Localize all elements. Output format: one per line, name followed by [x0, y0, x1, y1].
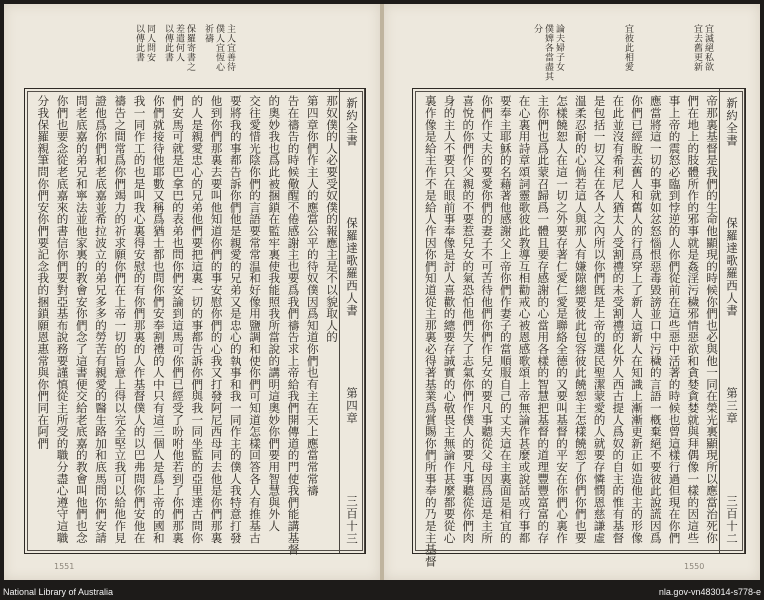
text-column: 告在禱告的時候儆醒不倦感謝主也要爲我們禱告求上帝給我們開傳道的門使我們能講基督	[286, 95, 301, 556]
text-column: 在此並沒有希利尼人猶太人受割禮的未受割禮的化外人西古提人爲奴的自主的惟有基督	[611, 95, 626, 544]
text-column: 你們作丈夫的要愛你們的妻子不可苦待他們你們作兒女的要凡事聽從父母因爲這是主所	[480, 95, 494, 544]
text-column: 那奴僕的人必要受奴僕的報應主是不以貌取人的	[325, 95, 339, 343]
footer-library-name: National Library of Australia	[3, 587, 114, 597]
footer-bar	[0, 584, 764, 600]
text-column: 你們就接待他耶數又稱爲猶士都也問你們安奉割禮的人中只有這三個人是爲上帝的國和	[151, 95, 166, 544]
left-running-header	[339, 89, 365, 553]
left-folio-mark: 1551	[54, 562, 75, 571]
text-column: 你們也要念從老底嘉來的書信你們要對亞基布說務要謹慎從主所受的職分盡心遵守這職	[55, 95, 70, 544]
text-column: 的奧妙我也爲此被捆鎖在監牢裏使我能照我所當說的講明這奧妙你們要用智慧與外人	[267, 95, 282, 532]
headnote-line: 同人問安	[145, 24, 155, 62]
text-column: 要奉主耶穌的名藉著他感謝父上帝你們作妻子的當順服自己的丈夫這在主裏面是相宜的	[498, 95, 513, 544]
text-column: 事上帝的震怒必臨到悖逆的人你們從前在這些惡中活著的時候也曾這樣行過但現在你們	[667, 95, 682, 544]
text-column: 怎樣饒恕人在這一切之外要存著仁愛仁愛是聯絡全德的又要叫基督的平安在你們心裏作	[555, 95, 569, 544]
headnote-line: 以傳此書	[134, 24, 144, 62]
right-header-book: 保羅達歌羅西人書	[725, 217, 739, 318]
left-page	[4, 4, 380, 580]
text-column: 問老底嘉的弟兄和寧法並他家裏的教會安你們念了這書便交給老底嘉的教會叫他們也念	[74, 95, 89, 544]
headnote	[203, 24, 234, 86]
text-column: 應當將這一切的事就如忿怒惱恨惡毒毀謗並口中污穢的言語一槪棄絕不要彼此說謊因爲	[648, 95, 663, 544]
text-column: 主你們也爲此蒙召歸爲一體且要存感謝的心當用各樣的智慧把基督的道理豐豐富富的存	[536, 95, 551, 544]
text-column: 的人是親愛忠心的兄弟他們要把這裏一切的事都告訴你們與我一同坐監的亞里達古問你	[190, 95, 205, 544]
right-folio-mark: 1550	[684, 562, 705, 571]
book-spread	[4, 4, 760, 580]
footer-item-id: nla.gov-vn483014-s778-e	[658, 587, 761, 597]
text-column: 帝那裏基督是我們的生命他顯現的時候你們也必與他一同在榮光裏顯現所以應當治死你	[705, 95, 719, 544]
right-headnotes	[482, 24, 712, 86]
left-text-frame	[24, 88, 366, 554]
right-page	[384, 4, 760, 580]
headnote-line: 宜滅絕私欲	[703, 24, 713, 72]
headnote-line: 差遣何人	[174, 24, 184, 62]
headnote-line: 祈禱	[203, 24, 213, 43]
right-running-header	[719, 89, 745, 553]
right-header-folio: 三百十二	[725, 494, 739, 545]
text-column: 禱告之間常爲你們竭力的祈求願你們在上帝一切的旨意上得以完全堅立我可以給他作見	[113, 95, 128, 544]
right-header-title: 新約全書	[725, 97, 739, 147]
headnote	[134, 24, 154, 86]
text-column: 要將我的事都告訴你們他是親愛的兄弟又是忠心的執事和我一同作主的僕人我特意打發	[228, 95, 243, 544]
text-column: 在心裏用詩章頌詞靈歌彼此教導互相勸戒心被恩感歌頌上帝無論作甚麼或說話或行事都	[517, 95, 532, 544]
headnote-line: 分	[532, 24, 542, 34]
headnote-line: 論夫婦子女	[554, 24, 564, 72]
headnote-line: 僕人宜恆心	[214, 24, 224, 72]
text-column: 我一同作工的也是叫我心裏得安慰的有你們那裏的人作基督僕人的以巴弗問你們安他在	[132, 95, 147, 544]
text-column: 第四章你們作主人的應當公平的待奴僕因爲知道你們也有主在天上應當常常禱	[305, 95, 320, 497]
text-column: 裏作像是給主作不是給人作因你們知道從主那裏必得著基業爲賞賜你們所事奉的乃是主基督	[423, 95, 438, 567]
headnote	[532, 24, 563, 86]
left-header-title: 新約全書	[345, 97, 359, 147]
left-text-body	[29, 93, 339, 556]
headnote	[692, 24, 712, 86]
headnote	[163, 24, 194, 86]
text-column: 你們已經脫去舊人和舊人的行爲穿上了新人這新人在知識上漸漸更新正如造他主的形像	[630, 95, 644, 544]
headnote	[623, 24, 632, 86]
text-column: 們安馬可就是巴拿巴的表弟也問你們安論到這馬可你們已經受了吩咐他若到了你們那裏	[171, 95, 185, 544]
text-column: 身的主人不要只在眼前事奉像是討人喜歡的總要存誠實的心敬畏主無論作甚麼都要從心	[442, 95, 457, 544]
headnote-line: 以傳此書	[163, 24, 173, 62]
text-column: 是包括一切又住在各人之內所以你們旣是上帝的選民聖潔蒙愛的人就要存憐憫恩慈謙虛	[592, 95, 607, 544]
left-header-book: 保羅達歌羅西人書	[345, 217, 359, 318]
text-column: 溫柔忍耐的心倘若這人與那人有嫌隙總要彼此包容彼此饒恕主怎樣饒恕了你們你們也要	[573, 95, 588, 544]
headnote-line: 保羅寄書之	[185, 24, 195, 72]
right-header-chapter: 第三章	[725, 387, 739, 425]
headnote-line: 主人宜善待	[225, 24, 235, 72]
left-header-chapter: 第四章	[345, 387, 359, 425]
left-headnotes	[134, 24, 234, 86]
text-column: 喜悅的你們作父親的不要惹兒女的氣恐怕他們失了志氣你們作僕人的要凡事聽從你們肉	[461, 95, 476, 544]
headnote-line: 宜彼此相愛	[623, 24, 633, 72]
text-column: 交往愛惜光陰你們的言語要常常温和好像用鹽調和使你們可知道怎樣回答各人有推基古	[248, 95, 262, 544]
text-column: 證他爲你們和老底嘉並希拉波立的弟兄多多的勞苦有親愛的醫生路加和底馬問你們安請	[94, 95, 108, 544]
headnote-line: 宜去舊更新	[692, 24, 702, 72]
text-column: 分我保羅親筆問你們安你們要記念我的捆鎖願恩惠常與你們同在阿們	[36, 95, 51, 449]
text-column: 們在地上的肢體所作的邪事就是姦淫污穢邪情惡欲和貪婪貪婪就與拜偶像一樣的因這些	[686, 95, 701, 544]
text-column: 他到你們那裏去要叫他知道你們的事安慰你們的心我又打發阿尼西母同去他是你們那裏	[209, 95, 224, 544]
headnote-line: 僕婢各當盡其	[543, 24, 553, 81]
left-header-folio: 三百十三	[345, 494, 359, 545]
